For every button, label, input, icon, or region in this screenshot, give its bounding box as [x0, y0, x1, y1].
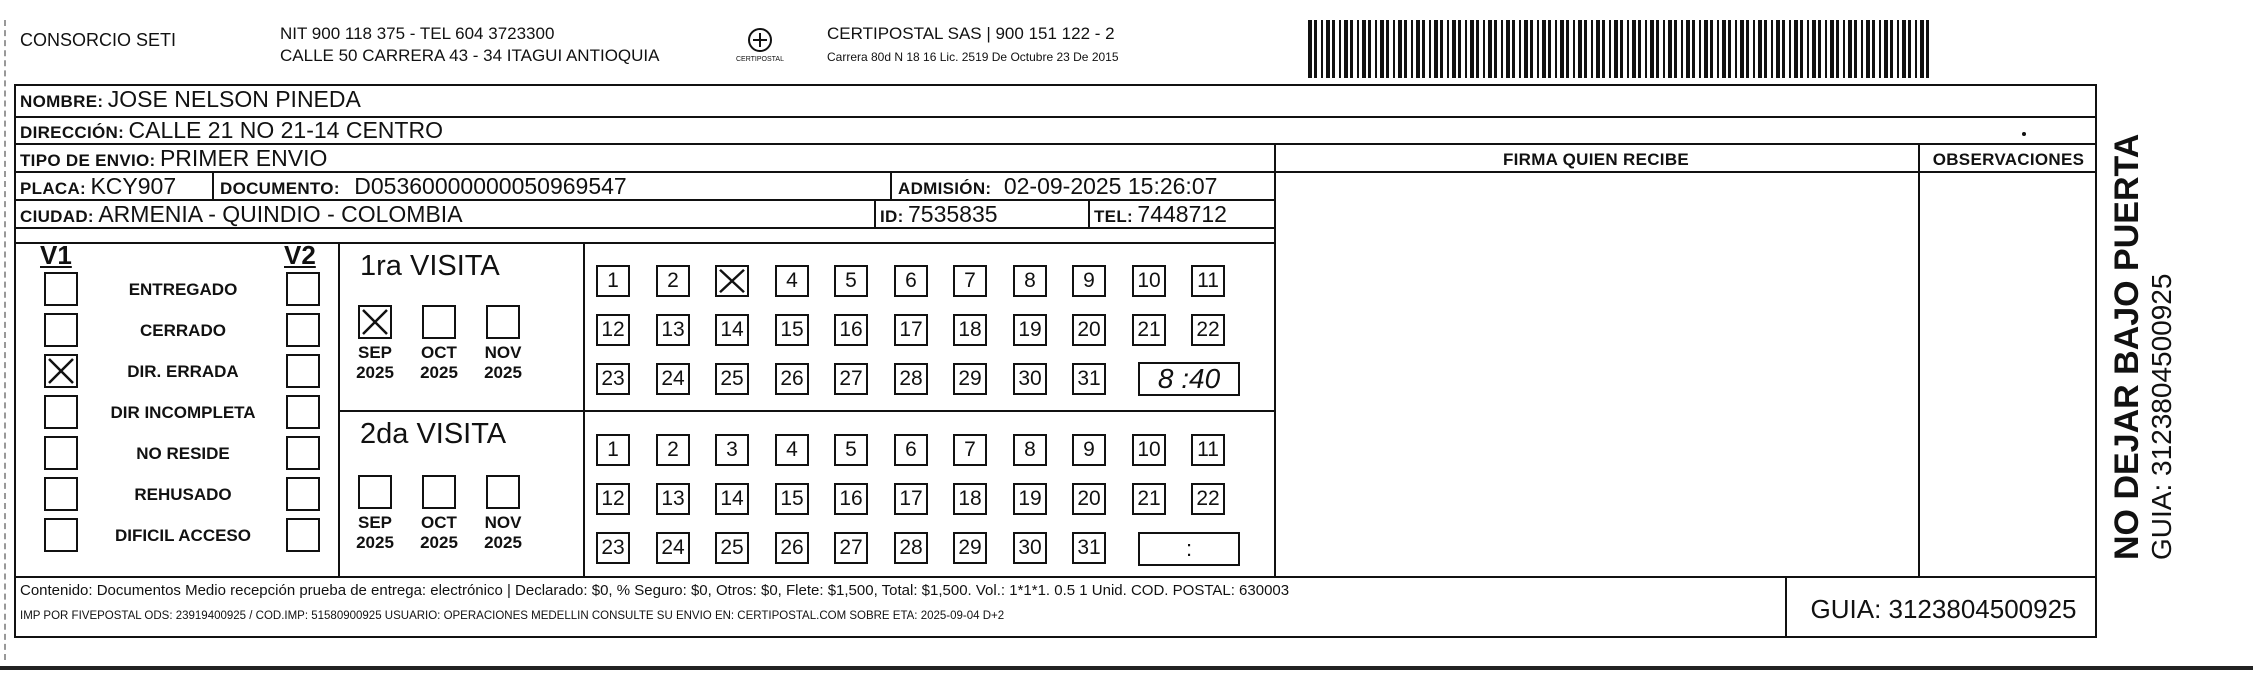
day-box[interactable]: 29 — [953, 363, 987, 395]
status-label: ENTREGADO — [128, 280, 238, 299]
day-box[interactable]: 31 — [1072, 363, 1106, 395]
first-visit-label: 1ra VISITA — [360, 250, 500, 282]
side-guia-text: GUIA: 3123804500925 — [2146, 273, 2177, 560]
month-label: SEP — [357, 343, 393, 362]
nombre-value: JOSE NELSON PINEDA — [107, 86, 361, 112]
day-box[interactable]: 7 — [953, 265, 987, 297]
month-label: NOV — [484, 513, 522, 532]
day-box[interactable]: 2 — [656, 434, 690, 466]
day-box[interactable]: 22 — [1191, 314, 1225, 346]
v2-checkbox[interactable] — [286, 477, 320, 511]
day-box[interactable]: 15 — [775, 314, 809, 346]
day-box[interactable]: 20 — [1072, 483, 1106, 515]
day-box[interactable]: 16 — [834, 314, 868, 346]
day-box[interactable]: 3 — [715, 434, 749, 466]
observaciones-box[interactable] — [1920, 173, 2096, 575]
v2-label: V2 — [284, 240, 316, 270]
certipostal-logo — [725, 26, 795, 68]
day-box[interactable]: 15 — [775, 483, 809, 515]
month-checkbox[interactable] — [358, 475, 392, 509]
day-box[interactable]: 13 — [656, 314, 690, 346]
left-dashed-edge — [4, 20, 6, 660]
dot-mark — [2022, 132, 2026, 136]
v2-checkbox[interactable] — [286, 518, 320, 552]
second-visit-label: 2da VISITA — [360, 418, 507, 450]
day-box[interactable]: 20 — [1072, 314, 1106, 346]
day-box[interactable]: 31 — [1072, 532, 1106, 564]
day-box[interactable]: 23 — [596, 363, 630, 395]
barcode — [1308, 20, 1938, 78]
day-box[interactable]: 4 — [775, 265, 809, 297]
v2-checkbox[interactable] — [286, 354, 320, 388]
day-box[interactable]: 22 — [1191, 483, 1225, 515]
logo-text: CERTIPOSTAL — [736, 56, 784, 63]
month-checkbox[interactable] — [486, 305, 520, 339]
day-box[interactable]: 25 — [715, 363, 749, 395]
day-box[interactable]: 14 — [715, 314, 749, 346]
day-box[interactable]: 1 — [596, 265, 630, 297]
day-box[interactable]: 8 — [1013, 434, 1047, 466]
day-box[interactable]: 5 — [834, 265, 868, 297]
admision-label: ADMISIÓN: — [898, 179, 992, 198]
year-label: 2025 — [420, 533, 458, 552]
day-box[interactable] — [715, 265, 749, 297]
company-name: CONSORCIO SETI — [20, 30, 177, 50]
v2-checkbox[interactable] — [286, 436, 320, 470]
v1-checkbox[interactable] — [44, 354, 78, 388]
day-box[interactable]: 10 — [1132, 434, 1166, 466]
observaciones-label: OBSERVACIONES — [1932, 150, 2085, 169]
day-box[interactable]: 17 — [894, 483, 928, 515]
day-box[interactable]: 27 — [834, 363, 868, 395]
day-box[interactable]: 26 — [775, 532, 809, 564]
day-box[interactable]: 23 — [596, 532, 630, 564]
v1-checkbox[interactable] — [44, 436, 78, 470]
day-box[interactable]: 4 — [775, 434, 809, 466]
status-label: CERRADO — [140, 321, 226, 340]
year-label: 2025 — [356, 363, 394, 382]
bottom-edge — [0, 666, 2253, 670]
nombre-label: NOMBRE: — [20, 92, 104, 111]
address-line: CALLE 50 CARRERA 43 - 34 ITAGUI ANTIOQUIA — [280, 46, 660, 65]
day-box[interactable]: 9 — [1072, 265, 1106, 297]
year-label: 2025 — [420, 363, 458, 382]
day-box[interactable]: 14 — [715, 483, 749, 515]
day-box[interactable]: 2 — [656, 265, 690, 297]
day-box[interactable]: 7 — [953, 434, 987, 466]
id-value: 7535835 — [908, 201, 998, 227]
day-box[interactable]: 17 — [894, 314, 928, 346]
month-label: OCT — [421, 513, 457, 532]
carrier-sub: Carrera 80d N 18 16 Lic. 2519 De Octubre 23 De 2015 — [827, 50, 1119, 64]
direccion-value: CALLE 21 NO 21-14 CENTRO — [128, 117, 443, 143]
v1-checkbox[interactable] — [44, 272, 78, 306]
month-label: NOV — [484, 343, 522, 362]
day-box[interactable]: 12 — [596, 314, 630, 346]
day-box[interactable]: 28 — [894, 363, 928, 395]
day-box[interactable]: 27 — [834, 532, 868, 564]
side-text — [2108, 134, 2178, 560]
direccion-label: DIRECCIÓN: — [20, 123, 125, 142]
side-main-text: NO DEJAR BAJO PUERTA — [2108, 133, 2146, 560]
firma-label: FIRMA QUIEN RECIBE — [1502, 150, 1690, 169]
day-box[interactable]: 5 — [834, 434, 868, 466]
nit-line: NIT 900 118 375 - TEL 604 3723300 — [280, 24, 555, 43]
year-label: 2025 — [484, 533, 522, 552]
second-visit-time-value: : — [1185, 536, 1193, 561]
imp-line: IMP POR FIVEPOSTAL ODS: 23919400925 / COD.IMP: 51580900925 USUARIO: OPERACIONES MEDELLIN CONSULTE SU ENVIO EN: CERTIPOSTAL.COM SOBRE ETA: 2025-09-04 D+2 — [20, 610, 1005, 622]
day-box[interactable]: 29 — [953, 532, 987, 564]
status-label: REHUSADO — [134, 485, 232, 504]
first-visit-time[interactable] — [1138, 362, 1240, 396]
month-checkbox[interactable] — [422, 305, 456, 339]
v1-label: V1 — [40, 240, 72, 270]
month-checkbox[interactable] — [358, 305, 392, 339]
id-label: ID: — [880, 207, 904, 226]
second-visit-time[interactable] — [1138, 532, 1240, 566]
day-box[interactable]: 24 — [656, 363, 690, 395]
year-label: 2025 — [356, 533, 394, 552]
documento-value: D05360000000050969547 — [354, 173, 627, 199]
contenido-line: Contenido: Documentos Medio recepción prueba de entrega: electrónico | Declarado: $0, % Seguro: $0, Otros: $0, Flete: $1,500, Total: $1,500. Vol.: 1*1*1. 0.5 1 Unid. COD. POSTAL: 630003 — [20, 582, 1290, 599]
firma-box[interactable] — [1276, 173, 1916, 575]
tel-value: 7448712 — [1137, 201, 1227, 227]
day-box[interactable]: 10 — [1132, 265, 1166, 297]
day-box[interactable]: 21 — [1132, 483, 1166, 515]
day-box[interactable]: 11 — [1191, 265, 1225, 297]
month-checkbox[interactable] — [422, 475, 456, 509]
day-box[interactable]: 28 — [894, 532, 928, 564]
day-box[interactable]: 16 — [834, 483, 868, 515]
status-label: NO RESIDE — [136, 444, 230, 463]
day-box[interactable]: 13 — [656, 483, 690, 515]
day-box[interactable]: 12 — [596, 483, 630, 515]
status-label: DIR. ERRADA — [127, 362, 239, 381]
day-box[interactable]: 19 — [1013, 483, 1047, 515]
day-box[interactable]: 18 — [953, 483, 987, 515]
tipo-envio-value: PRIMER ENVIO — [159, 145, 328, 171]
ciudad-label: CIUDAD: — [20, 207, 94, 226]
day-box[interactable]: 11 — [1191, 434, 1225, 466]
day-box[interactable]: 21 — [1132, 314, 1166, 346]
day-box[interactable]: 18 — [953, 314, 987, 346]
day-box[interactable]: 1 — [596, 434, 630, 466]
day-box[interactable]: 6 — [894, 434, 928, 466]
first-visit-time-value: 8 :40 — [1157, 363, 1221, 394]
day-box[interactable]: 30 — [1013, 363, 1047, 395]
day-box[interactable]: 25 — [715, 532, 749, 564]
month-checkbox[interactable] — [486, 475, 520, 509]
day-box[interactable]: 19 — [1013, 314, 1047, 346]
v2-checkbox[interactable] — [286, 313, 320, 347]
placa-label: PLACA: — [20, 179, 87, 198]
guia-box-value: GUIA: 3123804500925 — [1810, 594, 2077, 624]
v1-checkbox[interactable] — [44, 477, 78, 511]
v1-checkbox[interactable] — [44, 395, 78, 429]
status-label: DIR INCOMPLETA — [110, 403, 256, 422]
v1-checkbox[interactable] — [44, 518, 78, 552]
day-box[interactable]: 8 — [1013, 265, 1047, 297]
v2-checkbox[interactable] — [286, 272, 320, 306]
ciudad-value: ARMENIA - QUINDIO - COLOMBIA — [98, 201, 463, 227]
carrier-line: CERTIPOSTAL SAS | 900 151 122 - 2 — [827, 24, 1115, 43]
status-label: DIFICIL ACCESO — [114, 526, 251, 545]
month-label: SEP — [357, 513, 393, 532]
v1-checkbox[interactable] — [44, 313, 78, 347]
day-box[interactable]: 24 — [656, 532, 690, 564]
v2-checkbox[interactable] — [286, 395, 320, 429]
day-box[interactable]: 30 — [1013, 532, 1047, 564]
day-box[interactable]: 9 — [1072, 434, 1106, 466]
day-box[interactable]: 26 — [775, 363, 809, 395]
documento-label: DOCUMENTO: — [220, 179, 340, 198]
tipo-envio-label: TIPO DE ENVIO: — [20, 151, 156, 170]
admision-value: 02-09-2025 15:26:07 — [1003, 173, 1218, 199]
placa-value: KCY907 — [90, 173, 177, 199]
day-box[interactable]: 6 — [894, 265, 928, 297]
year-label: 2025 — [484, 363, 522, 382]
tel-label: TEL: — [1094, 207, 1133, 226]
month-label: OCT — [421, 343, 457, 362]
